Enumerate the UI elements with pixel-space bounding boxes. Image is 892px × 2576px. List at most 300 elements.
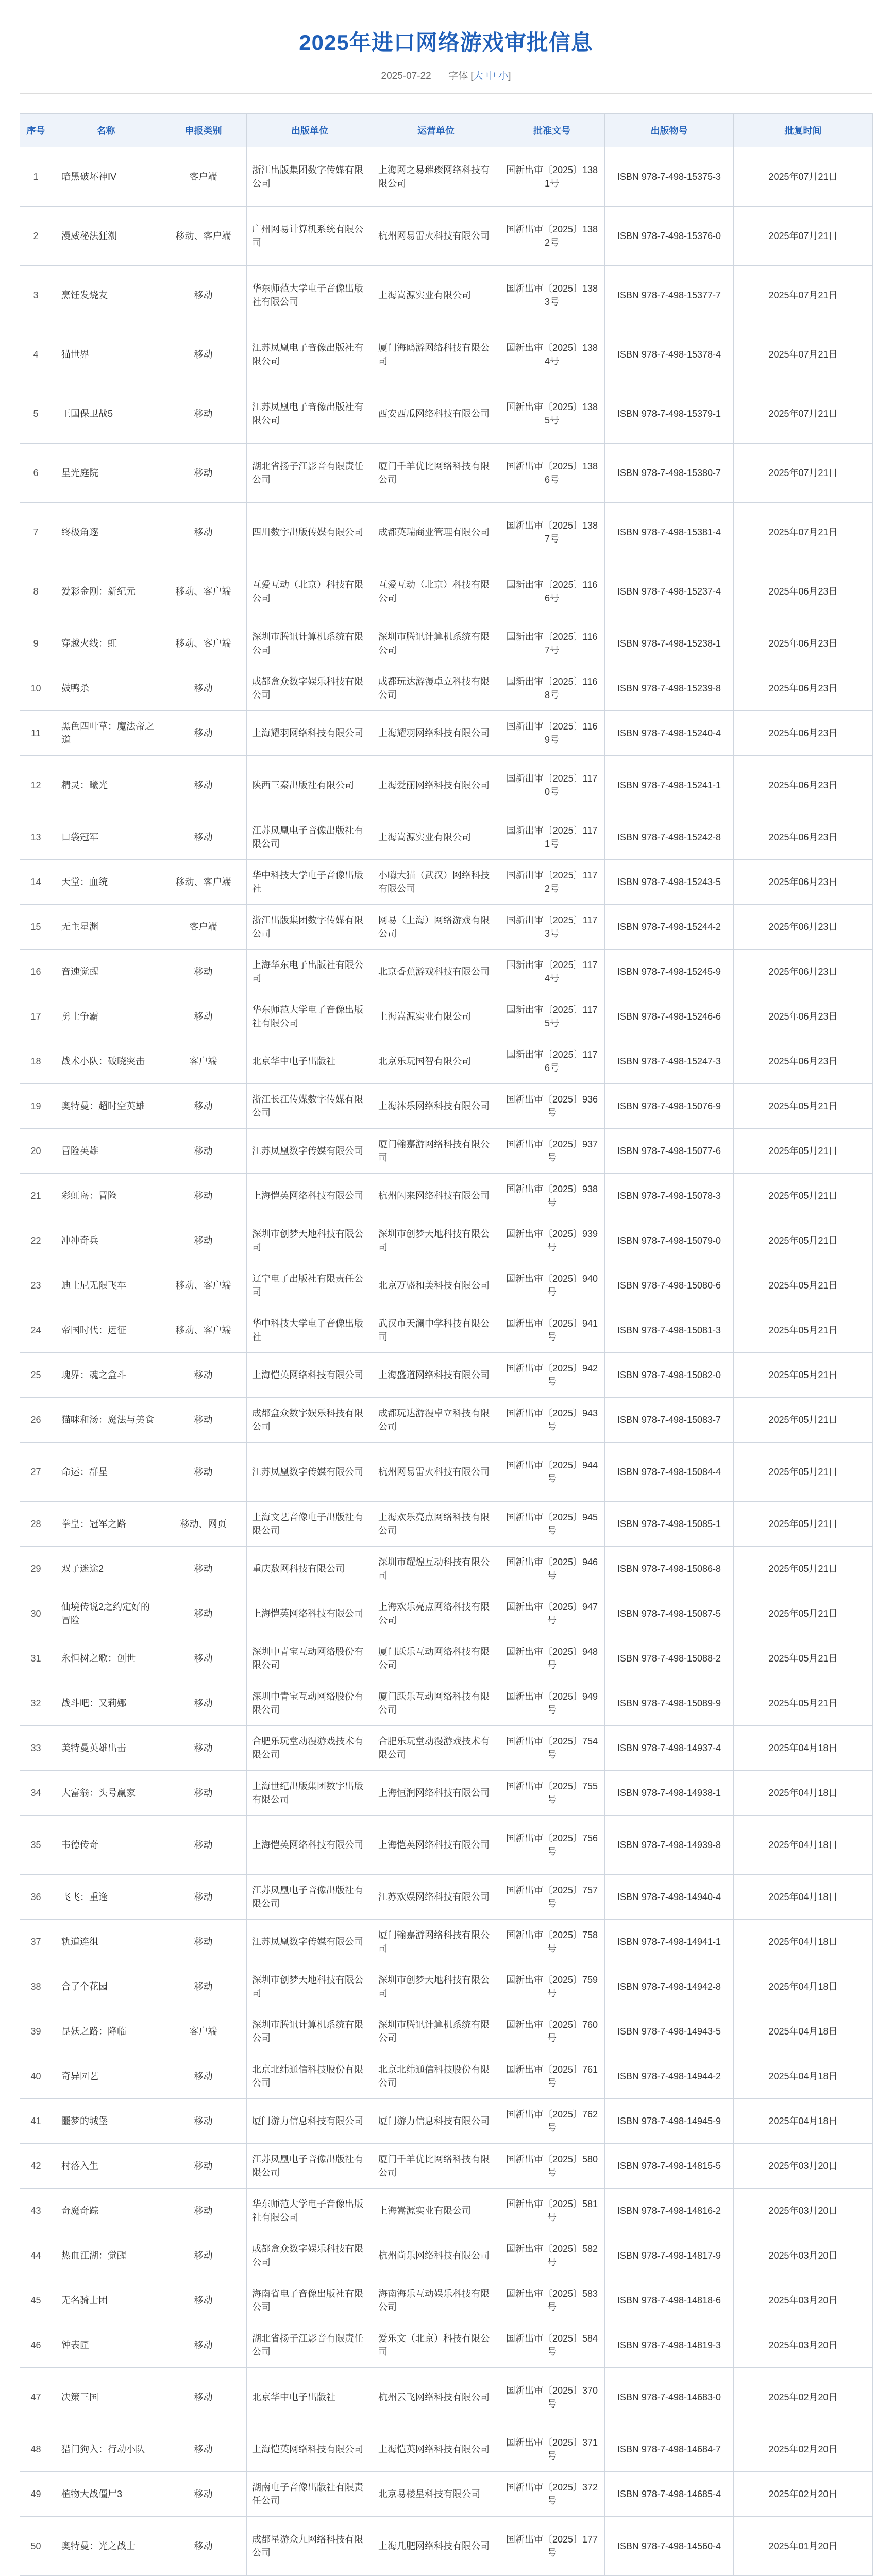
cell-game-name: 昆妖之路：降临 bbox=[52, 2009, 160, 2054]
cell-isbn: ISBN 978-7-498-15241-1 bbox=[605, 756, 734, 815]
column-header-isbn: 出版物号 bbox=[605, 114, 734, 147]
cell-isbn: ISBN 978-7-498-15245-9 bbox=[605, 950, 734, 994]
font-size-label: 字体 bbox=[448, 71, 468, 81]
cell-game-name: 音速觉醒 bbox=[52, 950, 160, 994]
cell-publisher: 深圳市腾讯计算机系统有限公司 bbox=[247, 2009, 373, 2054]
cell-game-name: 大富翁：头号赢家 bbox=[52, 1771, 160, 1816]
cell-approval-date: 2025年04月18日 bbox=[734, 1771, 873, 1816]
table-row bbox=[20, 1591, 873, 1636]
cell-publisher: 江苏凤凰电子音像出版社有限公司 bbox=[247, 2144, 373, 2189]
cell-approval-number: 国新出审〔2025〕582号 bbox=[499, 2233, 605, 2278]
cell-approval-number: 国新出审〔2025〕942号 bbox=[499, 1353, 605, 1398]
cell-isbn: ISBN 978-7-498-15082-0 bbox=[605, 1353, 734, 1398]
table-row bbox=[20, 1129, 873, 1174]
cell-approval-date: 2025年06月23日 bbox=[734, 1039, 873, 1084]
cell-approval-number: 国新出审〔2025〕372号 bbox=[499, 2472, 605, 2517]
table-row bbox=[20, 2323, 873, 2368]
cell-category: 移动 bbox=[160, 503, 247, 562]
table-row bbox=[20, 1920, 873, 1964]
cell-index: 49 bbox=[20, 2472, 52, 2517]
cell-index: 29 bbox=[20, 1547, 52, 1591]
cell-approval-number: 国新出审〔2025〕1171号 bbox=[499, 815, 605, 860]
cell-index: 37 bbox=[20, 1920, 52, 1964]
cell-game-name: 精灵：曦光 bbox=[52, 756, 160, 815]
cell-game-name: 无主星渊 bbox=[52, 905, 160, 950]
cell-category: 移动、客户端 bbox=[160, 207, 247, 266]
cell-isbn: ISBN 978-7-498-14937-4 bbox=[605, 1726, 734, 1771]
cell-isbn: ISBN 978-7-498-15246-6 bbox=[605, 994, 734, 1039]
table-row bbox=[20, 2233, 873, 2278]
cell-publisher: 成都盒众数字娱乐科技有限公司 bbox=[247, 2233, 373, 2278]
table-row bbox=[20, 444, 873, 503]
cell-index: 48 bbox=[20, 2427, 52, 2472]
cell-approval-number: 国新出审〔2025〕370号 bbox=[499, 2368, 605, 2427]
table-row bbox=[20, 1681, 873, 1726]
cell-approval-date: 2025年06月23日 bbox=[734, 860, 873, 905]
font-size-small-button[interactable]: 小 bbox=[498, 71, 509, 81]
cell-index: 41 bbox=[20, 2099, 52, 2144]
cell-isbn: ISBN 978-7-498-15378-4 bbox=[605, 325, 734, 384]
column-header-name: 名称 bbox=[52, 114, 160, 147]
table-row bbox=[20, 2517, 873, 2576]
table-row bbox=[20, 1084, 873, 1129]
cell-isbn: ISBN 978-7-498-15376-0 bbox=[605, 207, 734, 266]
cell-publisher: 上海恺英网络科技有限公司 bbox=[247, 1174, 373, 1218]
cell-approval-number: 国新出审〔2025〕1382号 bbox=[499, 207, 605, 266]
cell-category: 移动 bbox=[160, 994, 247, 1039]
publish-date: 2025-07-22 bbox=[381, 71, 431, 81]
cell-operator: 江苏欢娱网络科技有限公司 bbox=[373, 1875, 499, 1920]
cell-operator: 厦门翰嘉游网络科技有限公司 bbox=[373, 1129, 499, 1174]
cell-approval-number: 国新出审〔2025〕1167号 bbox=[499, 621, 605, 666]
cell-isbn: ISBN 978-7-498-15088-2 bbox=[605, 1636, 734, 1681]
cell-category: 移动 bbox=[160, 950, 247, 994]
cell-category: 移动 bbox=[160, 756, 247, 815]
cell-approval-number: 国新出审〔2025〕940号 bbox=[499, 1263, 605, 1308]
table-row bbox=[20, 2099, 873, 2144]
table-row bbox=[20, 1308, 873, 1353]
cell-operator: 北京北纬通信科技股份有限公司 bbox=[373, 2054, 499, 2099]
cell-game-name: 无名骑士团 bbox=[52, 2278, 160, 2323]
cell-game-name: 猎门狗入：行动小队 bbox=[52, 2427, 160, 2472]
cell-isbn: ISBN 978-7-498-15243-5 bbox=[605, 860, 734, 905]
cell-index: 21 bbox=[20, 1174, 52, 1218]
cell-operator: 成都玩达游漫卓立科技有限公司 bbox=[373, 666, 499, 711]
table-row bbox=[20, 2278, 873, 2323]
cell-category: 移动 bbox=[160, 325, 247, 384]
cell-operator: 厦门千羊优比网络科技有限公司 bbox=[373, 2144, 499, 2189]
cell-category: 移动 bbox=[160, 1726, 247, 1771]
cell-index: 19 bbox=[20, 1084, 52, 1129]
cell-game-name: 拳皇：冠军之路 bbox=[52, 1502, 160, 1547]
cell-game-name: 永恒树之歌：创世 bbox=[52, 1636, 160, 1681]
cell-index: 43 bbox=[20, 2189, 52, 2233]
column-header-category: 申报类别 bbox=[160, 114, 247, 147]
cell-game-name: 合了个花园 bbox=[52, 1964, 160, 2009]
cell-publisher: 上海华东电子出版社有限公司 bbox=[247, 950, 373, 994]
cell-game-name: 噩梦的城堡 bbox=[52, 2099, 160, 2144]
cell-approval-date: 2025年05月21日 bbox=[734, 1084, 873, 1129]
cell-operator: 上海欢乐亮点网络科技有限公司 bbox=[373, 1591, 499, 1636]
cell-publisher: 合肥乐玩堂动漫游戏技术有限公司 bbox=[247, 1726, 373, 1771]
cell-approval-number: 国新出审〔2025〕1386号 bbox=[499, 444, 605, 503]
cell-publisher: 华东师范大学电子音像出版社有限公司 bbox=[247, 994, 373, 1039]
cell-operator: 上海嵩源实业有限公司 bbox=[373, 266, 499, 325]
cell-game-name: 猫世界 bbox=[52, 325, 160, 384]
cell-publisher: 湖北省扬子江影音有限责任公司 bbox=[247, 444, 373, 503]
cell-isbn: ISBN 978-7-498-15244-2 bbox=[605, 905, 734, 950]
cell-game-name: 奥特曼：光之战士 bbox=[52, 2517, 160, 2576]
cell-game-name: 冲冲奇兵 bbox=[52, 1218, 160, 1263]
cell-game-name: 仙境传说2之约定好的冒险 bbox=[52, 1591, 160, 1636]
cell-isbn: ISBN 978-7-498-15379-1 bbox=[605, 384, 734, 444]
cell-category: 移动 bbox=[160, 666, 247, 711]
cell-game-name: 钟表匠 bbox=[52, 2323, 160, 2368]
cell-game-name: 迪士尼无限飞车 bbox=[52, 1263, 160, 1308]
cell-approval-number: 国新出审〔2025〕1168号 bbox=[499, 666, 605, 711]
cell-approval-date: 2025年04月18日 bbox=[734, 1920, 873, 1964]
cell-isbn: ISBN 978-7-498-14685-4 bbox=[605, 2472, 734, 2517]
cell-operator: 杭州网易雷火科技有限公司 bbox=[373, 1443, 499, 1502]
cell-category: 移动 bbox=[160, 1591, 247, 1636]
cell-approval-number: 国新出审〔2025〕1170号 bbox=[499, 756, 605, 815]
cell-operator: 深圳市创梦天地科技有限公司 bbox=[373, 1964, 499, 2009]
cell-game-name: 村落入生 bbox=[52, 2144, 160, 2189]
table-row bbox=[20, 384, 873, 444]
cell-isbn: ISBN 978-7-498-14944-2 bbox=[605, 2054, 734, 2099]
cell-approval-date: 2025年06月23日 bbox=[734, 562, 873, 621]
cell-publisher: 深圳市创梦天地科技有限公司 bbox=[247, 1218, 373, 1263]
cell-category: 移动 bbox=[160, 815, 247, 860]
cell-approval-date: 2025年05月21日 bbox=[734, 1218, 873, 1263]
cell-publisher: 江苏凤凰电子音像出版社有限公司 bbox=[247, 325, 373, 384]
table-row bbox=[20, 562, 873, 621]
cell-publisher: 湖南电子音像出版社有限责任公司 bbox=[247, 2472, 373, 2517]
cell-approval-number: 国新出审〔2025〕938号 bbox=[499, 1174, 605, 1218]
cell-category: 移动 bbox=[160, 2368, 247, 2427]
cell-publisher: 上海世纪出版集团数字出版有限公司 bbox=[247, 1771, 373, 1816]
cell-approval-date: 2025年06月23日 bbox=[734, 756, 873, 815]
cell-publisher: 北京华中电子出版社 bbox=[247, 1039, 373, 1084]
cell-index: 34 bbox=[20, 1771, 52, 1816]
cell-publisher: 上海耀羽网络科技有限公司 bbox=[247, 711, 373, 756]
cell-category: 移动 bbox=[160, 1920, 247, 1964]
cell-approval-date: 2025年04月18日 bbox=[734, 1816, 873, 1875]
cell-index: 11 bbox=[20, 711, 52, 756]
table-row bbox=[20, 1547, 873, 1591]
cell-approval-date: 2025年05月21日 bbox=[734, 1636, 873, 1681]
cell-isbn: ISBN 978-7-498-15087-5 bbox=[605, 1591, 734, 1636]
cell-category: 移动 bbox=[160, 384, 247, 444]
cell-game-name: 鼓鸭杀 bbox=[52, 666, 160, 711]
table-row bbox=[20, 711, 873, 756]
cell-approval-date: 2025年07月21日 bbox=[734, 384, 873, 444]
cell-isbn: ISBN 978-7-498-15077-6 bbox=[605, 1129, 734, 1174]
cell-isbn: ISBN 978-7-498-15089-9 bbox=[605, 1681, 734, 1726]
cell-approval-number: 国新出审〔2025〕371号 bbox=[499, 2427, 605, 2472]
cell-operator: 上海嵩源实业有限公司 bbox=[373, 994, 499, 1039]
cell-approval-number: 国新出审〔2025〕754号 bbox=[499, 1726, 605, 1771]
cell-index: 9 bbox=[20, 621, 52, 666]
cell-publisher: 浙江长江传媒数字传媒有限公司 bbox=[247, 1084, 373, 1129]
cell-approval-date: 2025年05月21日 bbox=[734, 1502, 873, 1547]
cell-approval-date: 2025年03月20日 bbox=[734, 2233, 873, 2278]
cell-operator: 厦门游力信息科技有限公司 bbox=[373, 2099, 499, 2144]
cell-index: 16 bbox=[20, 950, 52, 994]
cell-publisher: 华东师范大学电子音像出版社有限公司 bbox=[247, 2189, 373, 2233]
cell-game-name: 天堂：血统 bbox=[52, 860, 160, 905]
cell-operator: 深圳市耀煌互动科技有限公司 bbox=[373, 1547, 499, 1591]
cell-approval-number: 国新出审〔2025〕755号 bbox=[499, 1771, 605, 1816]
cell-publisher: 上海恺英网络科技有限公司 bbox=[247, 1816, 373, 1875]
table-row bbox=[20, 815, 873, 860]
cell-approval-number: 国新出审〔2025〕1172号 bbox=[499, 860, 605, 905]
cell-operator: 上海嵩源实业有限公司 bbox=[373, 815, 499, 860]
cell-index: 22 bbox=[20, 1218, 52, 1263]
cell-operator: 厦门翰嘉游网络科技有限公司 bbox=[373, 1920, 499, 1964]
cell-operator: 北京易楼星科技有限公司 bbox=[373, 2472, 499, 2517]
cell-approval-number: 国新出审〔2025〕943号 bbox=[499, 1398, 605, 1443]
cell-approval-number: 国新出审〔2025〕1387号 bbox=[499, 503, 605, 562]
table-row bbox=[20, 1039, 873, 1084]
table-row bbox=[20, 905, 873, 950]
cell-index: 14 bbox=[20, 860, 52, 905]
cell-operator: 武汉市天澜中学科技有限公司 bbox=[373, 1308, 499, 1353]
table-row bbox=[20, 2368, 873, 2427]
cell-index: 44 bbox=[20, 2233, 52, 2278]
cell-category: 移动 bbox=[160, 1353, 247, 1398]
cell-approval-number: 国新出审〔2025〕1381号 bbox=[499, 147, 605, 207]
cell-category: 移动 bbox=[160, 711, 247, 756]
cell-publisher: 重庆数网科技有限公司 bbox=[247, 1547, 373, 1591]
cell-category: 移动 bbox=[160, 1681, 247, 1726]
cell-index: 35 bbox=[20, 1816, 52, 1875]
cell-game-name: 奥特曼：超时空英雄 bbox=[52, 1084, 160, 1129]
cell-isbn: ISBN 978-7-498-14945-9 bbox=[605, 2099, 734, 2144]
cell-isbn: ISBN 978-7-498-15079-0 bbox=[605, 1218, 734, 1263]
cell-game-name: 热血江湖：觉醒 bbox=[52, 2233, 160, 2278]
cell-approval-date: 2025年04月18日 bbox=[734, 2099, 873, 2144]
cell-approval-date: 2025年07月21日 bbox=[734, 325, 873, 384]
cell-approval-date: 2025年02月20日 bbox=[734, 2472, 873, 2517]
cell-approval-date: 2025年06月23日 bbox=[734, 950, 873, 994]
table-row bbox=[20, 756, 873, 815]
cell-game-name: 漫威秘法狂潮 bbox=[52, 207, 160, 266]
cell-isbn: ISBN 978-7-498-15085-1 bbox=[605, 1502, 734, 1547]
cell-publisher: 北京北纬通信科技股份有限公司 bbox=[247, 2054, 373, 2099]
cell-game-name: 奇魔奇踪 bbox=[52, 2189, 160, 2233]
cell-category: 移动 bbox=[160, 2099, 247, 2144]
cell-publisher: 上海恺英网络科技有限公司 bbox=[247, 2427, 373, 2472]
cell-publisher: 江苏凤凰电子音像出版社有限公司 bbox=[247, 1875, 373, 1920]
cell-approval-date: 2025年04月18日 bbox=[734, 1726, 873, 1771]
cell-isbn: ISBN 978-7-498-15239-8 bbox=[605, 666, 734, 711]
table-row bbox=[20, 207, 873, 266]
cell-index: 27 bbox=[20, 1443, 52, 1502]
cell-isbn: ISBN 978-7-498-15078-3 bbox=[605, 1174, 734, 1218]
cell-category: 移动 bbox=[160, 2323, 247, 2368]
cell-index: 50 bbox=[20, 2517, 52, 2576]
cell-operator: 北京香蕉游戏科技有限公司 bbox=[373, 950, 499, 994]
cell-operator: 上海恺英网络科技有限公司 bbox=[373, 2427, 499, 2472]
cell-publisher: 成都星游众九网络科技有限公司 bbox=[247, 2517, 373, 2576]
cell-game-name: 植物大战僵尸3 bbox=[52, 2472, 160, 2517]
cell-index: 1 bbox=[20, 147, 52, 207]
cell-approval-date: 2025年04月18日 bbox=[734, 1964, 873, 2009]
cell-isbn: ISBN 978-7-498-14815-5 bbox=[605, 2144, 734, 2189]
cell-index: 3 bbox=[20, 266, 52, 325]
cell-operator: 杭州闪来网络科技有限公司 bbox=[373, 1174, 499, 1218]
cell-category: 移动、客户端 bbox=[160, 860, 247, 905]
cell-publisher: 辽宁电子出版社有限责任公司 bbox=[247, 1263, 373, 1308]
cell-category: 移动 bbox=[160, 2472, 247, 2517]
cell-category: 移动 bbox=[160, 1636, 247, 1681]
cell-index: 31 bbox=[20, 1636, 52, 1681]
cell-index: 18 bbox=[20, 1039, 52, 1084]
cell-index: 47 bbox=[20, 2368, 52, 2427]
cell-isbn: ISBN 978-7-498-15377-7 bbox=[605, 266, 734, 325]
cell-publisher: 上海恺英网络科技有限公司 bbox=[247, 1353, 373, 1398]
cell-publisher: 海南省电子音像出版社有限公司 bbox=[247, 2278, 373, 2323]
cell-approval-date: 2025年03月20日 bbox=[734, 2278, 873, 2323]
table-row bbox=[20, 2189, 873, 2233]
cell-index: 20 bbox=[20, 1129, 52, 1174]
cell-approval-date: 2025年06月23日 bbox=[734, 905, 873, 950]
cell-approval-date: 2025年05月21日 bbox=[734, 1263, 873, 1308]
cell-approval-number: 国新出审〔2025〕584号 bbox=[499, 2323, 605, 2368]
cell-approval-date: 2025年05月21日 bbox=[734, 1308, 873, 1353]
cell-approval-date: 2025年07月21日 bbox=[734, 207, 873, 266]
cell-publisher: 成都盒众数字娱乐科技有限公司 bbox=[247, 1398, 373, 1443]
cell-category: 移动 bbox=[160, 1084, 247, 1129]
cell-approval-number: 国新出审〔2025〕1174号 bbox=[499, 950, 605, 994]
cell-operator: 厦门跃乐互动网络科技有限公司 bbox=[373, 1681, 499, 1726]
cell-category: 移动、网页 bbox=[160, 1502, 247, 1547]
cell-isbn: ISBN 978-7-498-15084-4 bbox=[605, 1443, 734, 1502]
cell-category: 移动、客户端 bbox=[160, 1308, 247, 1353]
cell-approval-date: 2025年05月21日 bbox=[734, 1398, 873, 1443]
cell-index: 2 bbox=[20, 207, 52, 266]
header-divider bbox=[20, 93, 872, 94]
cell-operator: 深圳市创梦天地科技有限公司 bbox=[373, 1218, 499, 1263]
cell-isbn: ISBN 978-7-498-15086-8 bbox=[605, 1547, 734, 1591]
cell-operator: 北京乐玩国智有限公司 bbox=[373, 1039, 499, 1084]
table-row bbox=[20, 1174, 873, 1218]
cell-category: 客户端 bbox=[160, 2009, 247, 2054]
cell-approval-date: 2025年06月23日 bbox=[734, 994, 873, 1039]
cell-isbn: ISBN 978-7-498-14816-2 bbox=[605, 2189, 734, 2233]
font-size-medium-button[interactable]: 中 bbox=[485, 71, 496, 81]
cell-category: 移动 bbox=[160, 266, 247, 325]
cell-approval-number: 国新出审〔2025〕762号 bbox=[499, 2099, 605, 2144]
table-row bbox=[20, 1398, 873, 1443]
cell-index: 33 bbox=[20, 1726, 52, 1771]
cell-index: 32 bbox=[20, 1681, 52, 1726]
table-row bbox=[20, 503, 873, 562]
cell-approval-number: 国新出审〔2025〕949号 bbox=[499, 1681, 605, 1726]
cell-operator: 北京万盛和美科技有限公司 bbox=[373, 1263, 499, 1308]
cell-game-name: 战斗吧：又莉娜 bbox=[52, 1681, 160, 1726]
cell-game-name: 星光庭院 bbox=[52, 444, 160, 503]
table-row bbox=[20, 2427, 873, 2472]
cell-approval-date: 2025年06月23日 bbox=[734, 621, 873, 666]
cell-operator: 西安西瓜网络科技有限公司 bbox=[373, 384, 499, 444]
table-row bbox=[20, 2009, 873, 2054]
cell-category: 客户端 bbox=[160, 905, 247, 950]
cell-index: 24 bbox=[20, 1308, 52, 1353]
cell-approval-date: 2025年07月21日 bbox=[734, 147, 873, 207]
column-header-operator: 运营单位 bbox=[373, 114, 499, 147]
cell-isbn: ISBN 978-7-498-14683-0 bbox=[605, 2368, 734, 2427]
cell-game-name: 勇士争霸 bbox=[52, 994, 160, 1039]
cell-approval-number: 国新出审〔2025〕1383号 bbox=[499, 266, 605, 325]
cell-isbn: ISBN 978-7-498-14819-3 bbox=[605, 2323, 734, 2368]
cell-category: 移动 bbox=[160, 2517, 247, 2576]
cell-operator: 上海几肥网络科技有限公司 bbox=[373, 2517, 499, 2576]
cell-isbn: ISBN 978-7-498-15237-4 bbox=[605, 562, 734, 621]
cell-approval-number: 国新出审〔2025〕756号 bbox=[499, 1816, 605, 1875]
cell-index: 6 bbox=[20, 444, 52, 503]
cell-approval-number: 国新出审〔2025〕583号 bbox=[499, 2278, 605, 2323]
cell-game-name: 暗黑破坏神IV bbox=[52, 147, 160, 207]
cell-approval-date: 2025年07月21日 bbox=[734, 503, 873, 562]
cell-index: 12 bbox=[20, 756, 52, 815]
cell-operator: 上海爱丽网络科技有限公司 bbox=[373, 756, 499, 815]
cell-category: 移动 bbox=[160, 1398, 247, 1443]
cell-operator: 小嗨大猫（武汉）网络科技有限公司 bbox=[373, 860, 499, 905]
cell-operator: 杭州网易雷火科技有限公司 bbox=[373, 207, 499, 266]
table-row bbox=[20, 860, 873, 905]
table-row bbox=[20, 2054, 873, 2099]
cell-isbn: ISBN 978-7-498-15247-3 bbox=[605, 1039, 734, 1084]
cell-game-name: 王国保卫战5 bbox=[52, 384, 160, 444]
cell-approval-number: 国新出审〔2025〕759号 bbox=[499, 1964, 605, 2009]
cell-game-name: 帝国时代：远征 bbox=[52, 1308, 160, 1353]
cell-isbn: ISBN 978-7-498-15240-4 bbox=[605, 711, 734, 756]
cell-publisher: 深圳市腾讯计算机系统有限公司 bbox=[247, 621, 373, 666]
cell-isbn: ISBN 978-7-498-14818-6 bbox=[605, 2278, 734, 2323]
cell-game-name: 终极角逐 bbox=[52, 503, 160, 562]
cell-approval-date: 2025年02月20日 bbox=[734, 2368, 873, 2427]
cell-publisher: 华东师范大学电子音像出版社有限公司 bbox=[247, 266, 373, 325]
font-size-large-button[interactable]: 大 bbox=[473, 71, 483, 81]
table-header-row bbox=[20, 114, 873, 147]
cell-game-name: 飞飞：重逢 bbox=[52, 1875, 160, 1920]
cell-index: 8 bbox=[20, 562, 52, 621]
cell-publisher: 上海文艺音像电子出版社有限公司 bbox=[247, 1502, 373, 1547]
cell-operator: 深圳市腾讯计算机系统有限公司 bbox=[373, 2009, 499, 2054]
cell-approval-number: 国新出审〔2025〕1176号 bbox=[499, 1039, 605, 1084]
cell-isbn: ISBN 978-7-498-14943-5 bbox=[605, 2009, 734, 2054]
cell-operator: 上海嵩源实业有限公司 bbox=[373, 2189, 499, 2233]
table-row bbox=[20, 1816, 873, 1875]
cell-isbn: ISBN 978-7-498-14941-1 bbox=[605, 1920, 734, 1964]
cell-index: 42 bbox=[20, 2144, 52, 2189]
cell-approval-date: 2025年07月21日 bbox=[734, 444, 873, 503]
cell-category: 移动、客户端 bbox=[160, 1263, 247, 1308]
table-row bbox=[20, 1771, 873, 1816]
cell-approval-number: 国新出审〔2025〕941号 bbox=[499, 1308, 605, 1353]
cell-isbn: ISBN 978-7-498-14940-4 bbox=[605, 1875, 734, 1920]
column-header-index: 序号 bbox=[20, 114, 52, 147]
cell-approval-number: 国新出审〔2025〕757号 bbox=[499, 1875, 605, 1920]
cell-publisher: 浙江出版集团数字传媒有限公司 bbox=[247, 147, 373, 207]
table-row bbox=[20, 2472, 873, 2517]
cell-approval-number: 国新出审〔2025〕1385号 bbox=[499, 384, 605, 444]
cell-index: 30 bbox=[20, 1591, 52, 1636]
cell-index: 13 bbox=[20, 815, 52, 860]
cell-index: 23 bbox=[20, 1263, 52, 1308]
